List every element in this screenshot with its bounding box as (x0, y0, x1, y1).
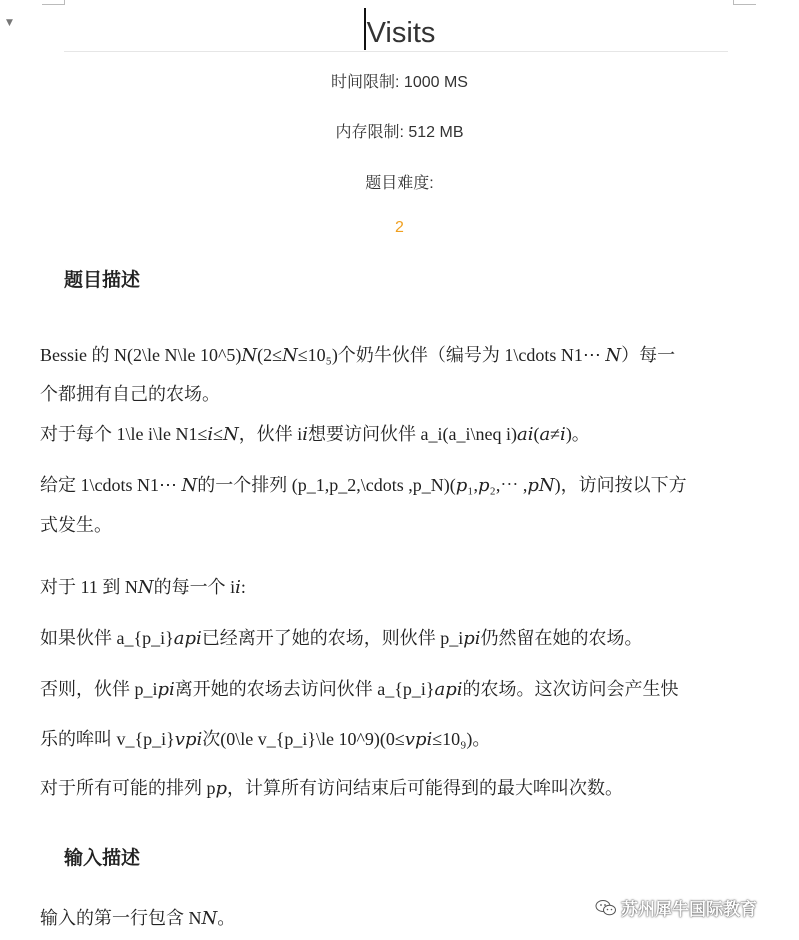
watermark (595, 895, 757, 920)
collapse-arrow-icon[interactable]: ▼ (6, 18, 13, 28)
description-line: 个都拥有自己的农场。 (40, 384, 220, 404)
description-line: Bessie 的 N(2\le N\le 10^5)𝑁(2≤𝑁≤10₅)个奶牛伙伴（编号为 1\cdots N1⋯ 𝑁）每一 (40, 345, 676, 365)
page-corner-mark-right (733, 0, 756, 5)
difficulty-label: 题目难度: (365, 175, 434, 192)
title-divider (64, 51, 728, 52)
watermark-text: 苏州犀牛国际教育 (621, 900, 757, 920)
section-heading-input: 输入描述 (64, 847, 141, 869)
description-line: 对于 11 到 N𝑁的每一个 i𝑖: (40, 577, 246, 597)
description-line: 乐的哞叫 v_{p_i}𝑣𝑝𝑖次(0\le v_{p_i}\le 10^9)(0≤𝑣𝑝𝑖≤10₉)。 (40, 729, 491, 749)
time-limit: 时间限制: 1000 MS (331, 74, 468, 91)
page-corner-mark-left (42, 0, 65, 5)
title-container (0, 8, 799, 52)
memory-limit: 内存限制: 512 MB (335, 124, 464, 141)
description-line: 式发生。 (40, 515, 112, 535)
problem-title: Visits (366, 17, 436, 49)
description-line: 给定 1\cdots N1⋯ 𝑁的一个排列 (p_1,p_2,\cdots ,p_N)(𝑝₁,𝑝₂,⋯ ,𝑝𝑁)，访问按以下方 (40, 475, 687, 495)
input-line: 输入的第一行包含 N𝑁。 (40, 908, 236, 928)
description-line: 否则，伙伴 p_i𝑝𝑖离开她的农场去访问伙伴 a_{p_i}𝑎𝑝𝑖的农场。这次访问会产生快 (40, 679, 679, 699)
description-line: 如果伙伴 a_{p_i}𝑎𝑝𝑖已经离开了她的农场，则伙伴 p_i𝑝𝑖仍然留在她的农场。 (40, 628, 643, 648)
description-line: 对于每个 1\le i\le N1≤𝑖≤𝑁，伙伴 i𝑖想要访问伙伴 a_i(a_i\neq i)𝑎𝑖(𝑎≠𝑖)。 (40, 424, 590, 444)
section-heading-description: 题目描述 (64, 269, 141, 291)
description-line: 对于所有可能的排列 p𝑝，计算所有访问结束后可能得到的最大哞叫次数。 (40, 778, 624, 798)
text-cursor (364, 8, 366, 50)
difficulty-value: 2 (395, 219, 404, 236)
wechat-icon (595, 899, 617, 917)
